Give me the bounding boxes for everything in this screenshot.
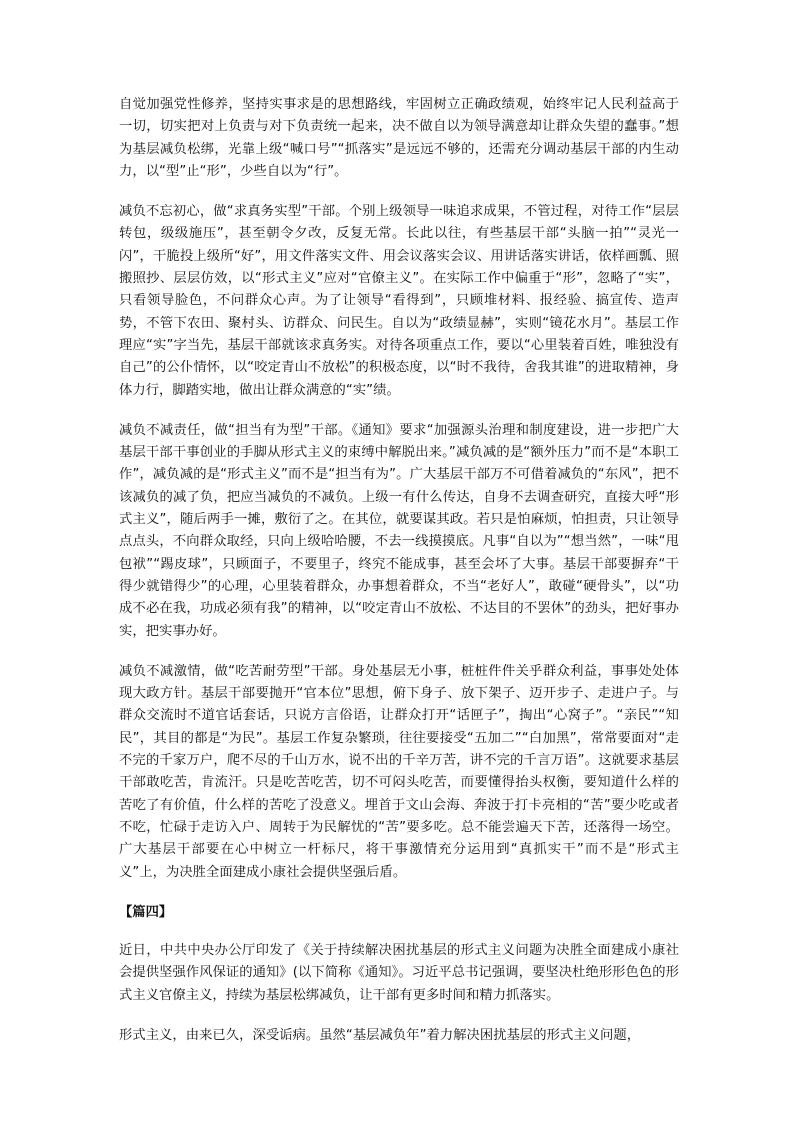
document-page: [119, 94, 679, 1065]
body-paragraph: 减负不忘初心，做“求真务实型”干部。个别上级领导一味追求成果，不管过程，对待工作“层层转包，级级施压”，甚至朝令夕改，反复无常。长此以往，有些基层干部“头脑一拍”“灵光一闪”，干脆投上级所“好”，用文件落实文件、用会议落实会议、用讲话落实讲话，依样画瓢、照搬照抄、层层仿效，以“形式主义”应对“官僚主义”。在实际工作中偏重于“形”，忽略了“实”，只看领导脸色，不问群众心声。为了让领导“看得到”，只顾堆材料、报经验、搞宣传、造声势，不管下农田、聚村头、访群众、问民生。自以为“政绩显赫”，实则“镜花水月”。基层工作理应“实”字当先，基层干部就该求真务实。对待各项重点工作，要以“心里装着百姓，唯独没有自己”的公仆情怀，以“咬定青山不放松”的积极态度，以“时不我待，舍我其谁”的进取精神，身体力行，脚踏实地，做出让群众满意的“实”绩。: [119, 204, 679, 398]
body-paragraph: 近日，中共中央办公厅印发了《关于持续解决困扰基层的形式主义问题为决胜全面建成小康社会提供坚强作风保证的通知》(以下简称《通知》。习近平总书记强调，要坚决杜绝形形色色的形式主义官僚主义，持续为基层松绑减负，让干部有更多时间和精力抓落实。: [119, 943, 679, 1003]
body-paragraph: 自觉加强党性修养，坚持实事求是的思想路线，牢固树立正确政绩观，始终牢记人民利益高于一切，切实把对上负责与对下负责统一起来，决不做自以为领导满意却让群众失望的蠢事。”想为基层减负松绑，光靠上级“喊口号”“抓落实”是远远不够的，还需充分调动基层干部的内生动力，以“型”止“形”，少些自以为“行”。: [119, 97, 679, 179]
body-paragraph: 减负不减激情，做“吃苦耐劳型”干部。身处基层无小事，桩桩件件关乎群众利益，事事处处体现大政方针。基层干部要抛开“官本位”思想，俯下身子、放下架子、迈开步子、走进户子。与群众交流时不道官话套话，只说方言俗语，让群众打开“话匣子”，掏出“心窝子”。“亲民”“知民”，其目的都是“为民”。基层工作复杂繁琐，往往要接受“五加二”“白加黑”，常常要面对“走不完的千家万户，爬不尽的千山万水，说不出的千辛万苦，讲不完的千言万语”。这就要求基层干部敢吃苦，肯流汗。只是吃苦吃苦，切不可闷头吃苦，而要懂得抬头权衡，要知道什么样的苦吃了有价值，什么样的苦吃了没意义。埋首于文山会海、奔波于打卡亮相的“苦”要少吃或者不吃，忙碌于走访入户、周转于为民解忧的“苦”要多吃。总不能尝遍天下苦，还落得一场空。广大基层干部要在心中树立一杆标尺，将干事激情充分运用到“真抓实干”而不是“形式主义”上，为决胜全面建成小康社会提供坚强后盾。: [119, 663, 679, 880]
body-paragraph: 形式主义，由来已久，深受诟病。虽然“基层减负年”着力解决困扰基层的形式主义问题，: [119, 1027, 641, 1043]
body-paragraph: 减负不减责任，做“担当有为型”干部。《通知》要求“加强源头治理和制度建设，进一步把广大基层干部干事创业的手脚从形式主义的束缚中解脱出来。”减负减的是“额外压力”而不是“本职工作”，减负减的是“形式主义”而不是“担当有为”。广大基层干部万不可借着减负的“东风”，把不该减负的减了负，把应当减负的不减负。上级一有什么传达，自身不去调查研究，直接大呼“形式主义”，随后两手一摊，敷衍了之。在其位，就要谋其政。若只是怕麻烦，怕担责，只让领导点点头，不向群众取经，只向上级哈哈腰，不去一线摸摸底。凡事“自以为”“想当然”，一味“甩包袱”“踢皮球”，只顾面子，不要里子，终究不能成事，甚至会坏了大事。基层干部要摒弃“干得少就错得少”的心理，心里装着群众，办事想着群众，不当“老好人”，敢碰“硬骨头”，以“功成不必在我，功成必须有我”的精神，以“咬定青山不放松、不达目的不罢休”的劲头，把好事办实，把实事办好。: [119, 422, 679, 639]
section-heading: 【篇四】: [119, 904, 173, 920]
